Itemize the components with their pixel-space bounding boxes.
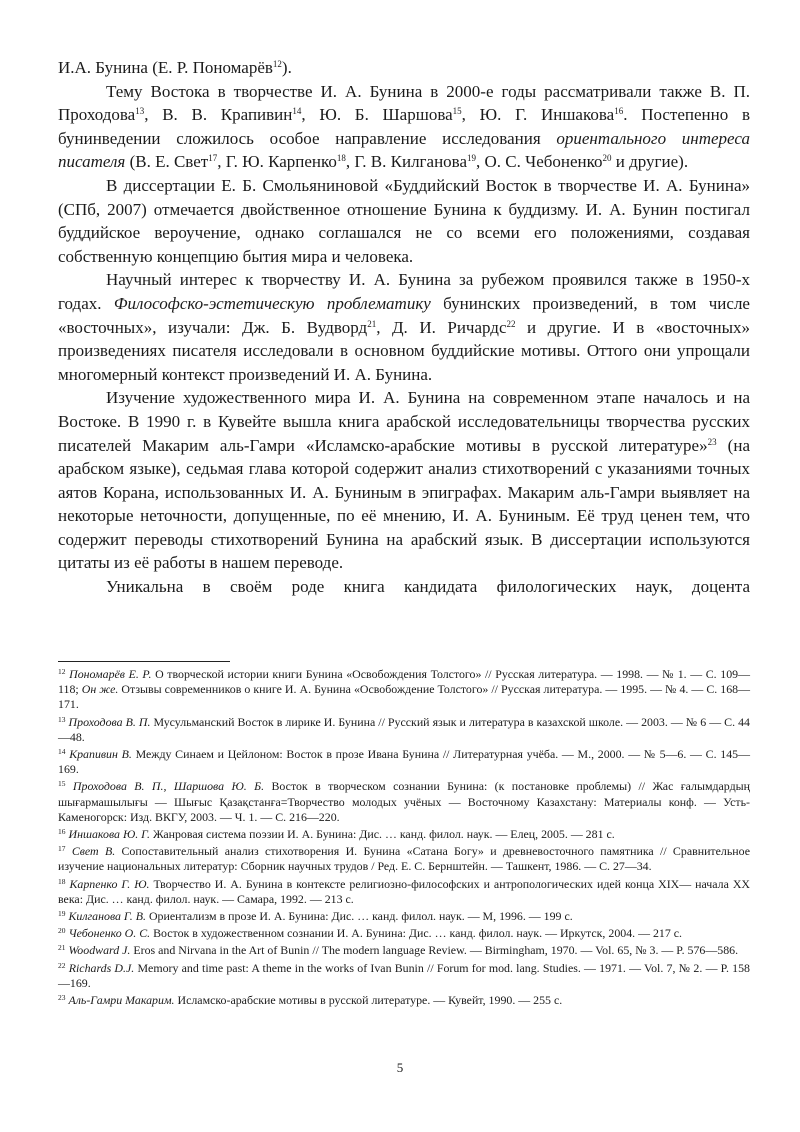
footnote-ref[interactable]: 18 [336, 153, 346, 164]
footnote-ref[interactable]: 14 [292, 106, 302, 117]
page-number: 5 [396, 1060, 404, 1075]
footnote-ref[interactable]: 20 [602, 153, 612, 164]
paragraph-east-study: Изучение художественного мира И. А. Бунина на современном этапе началось и на Востоке. В 1990 г. в Кувейте вышла книга арабской исследовательницы творчества русских писателей Макарим аль-Гамри «Исламско-арабские мотивы в русской литературе»$^{23}$ (на арабском языке), седьмая глава которой содержит анализ стихотворений с указаниями точных аятов Корана, использованных И. А. Буниным в эпиграфах. Макарим аль-Гамри выявляет на некоторые неточности, допущенные, по её мнению, И. А. Буниным. Её труд ценен тем, что содержит переводы стихотворений Бунина на арабский язык. В диссертации используются цитаты из её работы в нашем переводе. [58, 388, 750, 573]
footnote: $^{23}$ Аль-Гамри Макарим. Исламско-арабские мотивы в русской литературе. — Кувейт, 1990. — 255 с. [58, 993, 563, 1008]
paragraph-east-theme: Тему Востока в творчестве И. А. Бунина в 2000-е годы рассматривали также В. П. Проходова$^{13}$, В. В. Крапивин$^{14}$, Ю. Б. Шаршова$^{15}$, Ю. Г. Иншакова$^{16}$. Постепенно в бунинведении сложилось особое направление исследования ориентального интереса писателя (В. Е. Свет$^{17}$, Г. Ю. Карпенко$^{18}$, Г. В. Килганова$^{19}$, О. С. Чебоненко$^{20}$ и другие). [58, 81, 750, 172]
paragraph-dissertation: В диссертации Е. Б. Смольяниновой «Буддийский Восток в творчестве И. А. Бунина» (СПб, 2007) отмечается двойственное отношение Бунина к буддизму. И. А. Бунин постигал буддийское вероучение, однако соглашался не со всеми его положениями, создавая собственную концепцию бытия мира и человека. [58, 175, 750, 266]
footnote-ref[interactable]: 12 [272, 59, 282, 69]
footnote-divider [58, 661, 230, 662]
footnote-ref[interactable]: 19 [467, 153, 477, 164]
footnote: $^{21}$ Woodward J. Eros and Nirvana in the Art of Bunin // The modern language Review. — Birmingham, 1970. — Vol. 65, № 3. — P. 576—586. [58, 943, 739, 958]
footnote: $^{19}$ Килганова Г. В. Ориентализм в прозе И. А. Бунина: Дис. … канд. филол. наук. — М, 1996. — 199 с. [58, 909, 573, 924]
footnote: $^{20}$ Чебоненко О. С. Восток в художественном сознании И. А. Бунина: Дис. … канд. филол. наук. — Иркутск, 2004. — 217 с. [58, 926, 683, 941]
footnote-ref[interactable]: 22 [506, 318, 516, 329]
footnote-ref[interactable]: 15 [452, 106, 462, 117]
footnote: $^{12}$ Пономарёв Е. Р. О творческой истории книги Бунина «Освобождения Толстого» // Русская литература. — 1998. — № 1. — С. 109—118; Он же. Отзывы современников о книге И. А. Бунина «Освобождение Толстого» // Русская литература. — 1995. — № 4. — С. 168—171. [58, 667, 750, 712]
footnote-ref[interactable]: 21 [367, 318, 377, 329]
footnote-ref[interactable]: 13 [135, 106, 145, 117]
footnote: $^{16}$ Иншакова Ю. Г. Жанровая система поэзии И. А. Бунина: Дис. … канд. филол. наук. — Елец, 2005. — 281 с. [58, 827, 615, 842]
footnote: $^{17}$ Свет В. Сопоставительный анализ стихотворения И. Бунина «Сатана Богу» и древневосточного памятника // Сравнительное изучение национальных литератур: Сборник научных трудов / Ред. Е. С. Бернштейн. — Ташкент, 1986. — С. 27—34. [58, 844, 750, 874]
paragraph-foreign-interest: Научный интерес к творчеству И. А. Бунина за рубежом проявился также в 1950-х годах. Философско-эстетическую проблематику бунинских произведений, в том числе «восточных», изучали: Дж. Б. Вудворд$^{21}$, Д. И. Ричардс$^{22}$ и другие. И в «восточных» произведениях писателя исследовали в основном буддийские мотивы. Оттого они упрощали многомерный контекст произведений И. А. Бунина. [58, 270, 751, 384]
footnote-ref[interactable]: 23 [707, 436, 717, 447]
footnote-ref[interactable]: 16 [614, 106, 624, 117]
footnote: $^{18}$ Карпенко Г. Ю. Творчество И. А. Бунина в контексте религиозно-философских и антропологических идей конца XIX— начала XX века: Дис. … канд. филол. наук. — Самара, 1992. — 213 с. [58, 876, 750, 906]
italic-term: Философско-эстетическую проблематику [113, 293, 431, 313]
footnote: $^{14}$ Крапивин В. Между Синаем и Цейлоном: Восток в прозе Ивана Бунина // Литературная учёба. — М., 2000. — № 5—6. — С. 145—169. [58, 747, 750, 777]
footnote: $^{13}$ Проходова В. П. Мусульманский Восток в лирике И. Бунина // Русский язык и литература в казахской школе. — 2003. — № 6 — С. 44—48. [58, 714, 750, 744]
footnote: $^{15}$ Проходова В. П., Шаршова Ю. Б. Восток в творческом сознании Бунина: (к постановке проблемы) // Жас ғалымдардың шығармашылығы — Шығыс Қазақстанға=Творчество молодых учёных — Восточному Казахстану: Материалы конф. — Усть-Каменогорск: Изд. ВКГУ, 2003. — Ч. 1. — С. 216—220. [58, 779, 750, 824]
paragraph-continuation: И.А. Бунина (Е. Р. Пономарёв$^{12}$). [58, 58, 292, 77]
footnotes [58, 667, 750, 1010]
paragraph-unique-book: Уникальна в своём роде книга кандидата филологических наук, доцента [106, 577, 750, 597]
footnote-ref[interactable]: 17 [208, 153, 218, 164]
italic-term: ориентального интереса писателя [58, 128, 750, 172]
main-text [58, 56, 750, 599]
footnote: $^{22}$ Richards D.J. Memory and time past: A theme in the works of Ivan Bunin // Forum for mod. lang. Studies. — 1971. — Vol. 7, № 2. — P. 158—169. [58, 960, 750, 990]
